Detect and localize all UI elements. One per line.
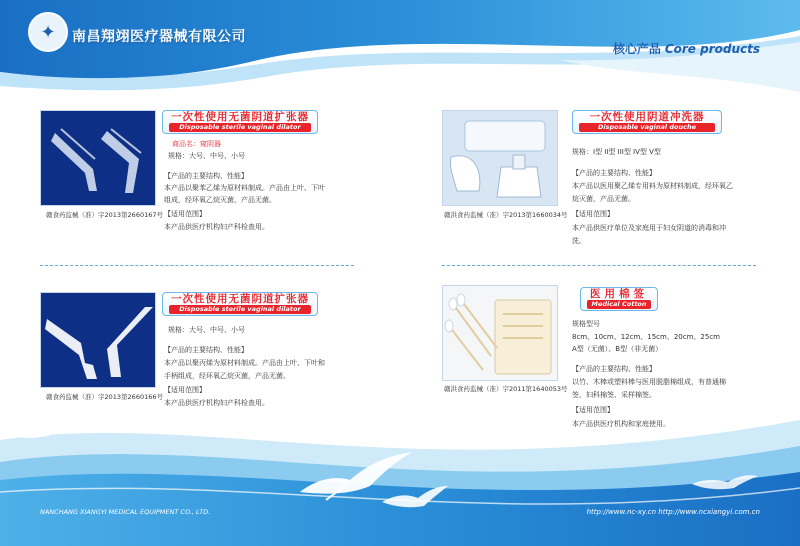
p2-structure-line: 本产品以医用聚乙烯专用料为原材料制成，经环氧乙 xyxy=(572,182,733,190)
p4-usage-line: 本产品供医疗机构和家庭使用。 xyxy=(572,420,670,428)
crane-icon xyxy=(6,418,76,444)
p3-usage-head: 【适用范围】 xyxy=(164,386,206,394)
p1-title-en: Disposable sterile vaginal dilator xyxy=(169,123,311,132)
p3-structure-line: 手柄组成，经环氧乙烷灭菌，产品无菌。 xyxy=(164,372,290,380)
p2-spec: 规格：I型 II型 III型 IV型 V型 xyxy=(572,148,661,156)
divider-right xyxy=(442,265,756,266)
p1-registration: 赣食药监械（准）字2013第2660167号 xyxy=(46,211,163,219)
p4-usage-head: 【适用范围】 xyxy=(572,406,614,414)
p1-structure-line: 本产品以聚苯乙烯为原材料制成。产品由上叶、下叶 xyxy=(164,184,325,192)
section-title-cn: 核心产品 xyxy=(612,42,661,56)
footer-company-en: NANCHANG XIANGYI MEDICAL EQUIPMENT CO., LTD. xyxy=(40,508,211,516)
p1-usage-line: 本产品供医疗机构妇产科检查用。 xyxy=(164,223,269,231)
p1-structure-head: 【产品的主要结构、性能】 xyxy=(164,172,248,180)
divider-left xyxy=(40,265,354,266)
p3-title-en: Disposable sterile vaginal dilator xyxy=(169,305,311,314)
p3-title-box xyxy=(162,292,318,316)
product-photo-dilator xyxy=(40,110,156,206)
p4-structure-head: 【产品的主要结构、性能】 xyxy=(572,365,656,373)
p4-spec-head: 规格型号 xyxy=(572,320,600,328)
product-photo-douche xyxy=(442,110,558,206)
p3-registration: 赣食药监械（准）字2013第2660166号 xyxy=(46,393,163,401)
dilator-illustration xyxy=(41,111,156,206)
section-title xyxy=(613,40,760,57)
crane-icon xyxy=(380,482,450,514)
p2-structure-head: 【产品的主要结构、性能】 xyxy=(572,169,656,177)
p4-spec-sizes: 8cm、10cm、12cm、15cm、20cm、25cm xyxy=(572,333,720,341)
section-title-en: Core products xyxy=(664,42,760,56)
p2-title-en: Disposable vaginal douche xyxy=(579,123,715,132)
p2-usage-line: 洗。 xyxy=(572,237,586,245)
p1-structure-line: 组成，经环氧乙烷灭菌，产品无菌。 xyxy=(164,196,276,204)
p3-spec: 规格：大号、中号、小号 xyxy=(168,326,245,334)
p1-title-box xyxy=(162,110,318,134)
p4-title-cn: 医用棉签 xyxy=(590,288,648,300)
p1-spec: 规格：大号、中号、小号 xyxy=(168,152,245,160)
p3-usage-line: 本产品供医疗机构妇产科检查用。 xyxy=(164,399,269,407)
p2-registration: 赣洪食药监械（准）字2013第1660034号 xyxy=(444,211,568,219)
p1-usage-head: 【适用范围】 xyxy=(164,210,206,218)
p4-spec-types: A型（无菌）、B型（非无菌） xyxy=(572,345,663,353)
cotton-swabs-illustration xyxy=(443,286,558,381)
footer-websites: http://www.nc-xy.cn http://www.ncxiangyi.com.cn xyxy=(586,508,760,516)
p4-title-box xyxy=(580,287,658,311)
p3-structure-head: 【产品的主要结构、性能】 xyxy=(164,346,248,354)
douche-illustration xyxy=(443,111,558,206)
crane-icon xyxy=(690,470,760,496)
p1-title-cn: 一次性使用无菌阴道扩张器 xyxy=(171,111,309,123)
company-name: 南昌翔翊医疗器械有限公司 xyxy=(72,29,246,45)
crane-logo-icon: ✦ xyxy=(40,21,56,43)
p2-title-box xyxy=(572,110,722,134)
company-logo xyxy=(28,12,68,52)
product-photo-dilator-2 xyxy=(40,292,156,388)
p2-usage-line: 本产品供医疗单位及家庭用于妇女阴道的消毒和冲 xyxy=(572,224,726,232)
p4-title-en: Medical Cotton xyxy=(587,300,651,309)
p3-title-cn: 一次性使用无菌阴道扩张器 xyxy=(171,293,309,305)
p2-structure-line: 烷灭菌，产品无菌。 xyxy=(572,195,635,203)
p2-title-cn: 一次性使用阴道冲洗器 xyxy=(589,111,705,123)
dilator-illustration xyxy=(41,293,156,388)
p3-structure-line: 本产品以聚丙烯为原材料制成。产品由上叶、下叶和 xyxy=(164,359,325,367)
p2-usage-head: 【适用范围】 xyxy=(572,210,614,218)
p4-structure-line: 签、妇科棉签、采样棉签。 xyxy=(572,391,656,399)
p4-structure-line: 以竹、木棒或塑料棒与医用脱脂棉组成，有普通棉 xyxy=(572,378,726,386)
product-photo-cotton-swabs xyxy=(442,285,558,381)
p1-brand: 商品名：窥阴器 xyxy=(172,140,221,148)
p4-registration: 赣洪食药监械（准）字2011第1640053号 xyxy=(444,385,568,393)
